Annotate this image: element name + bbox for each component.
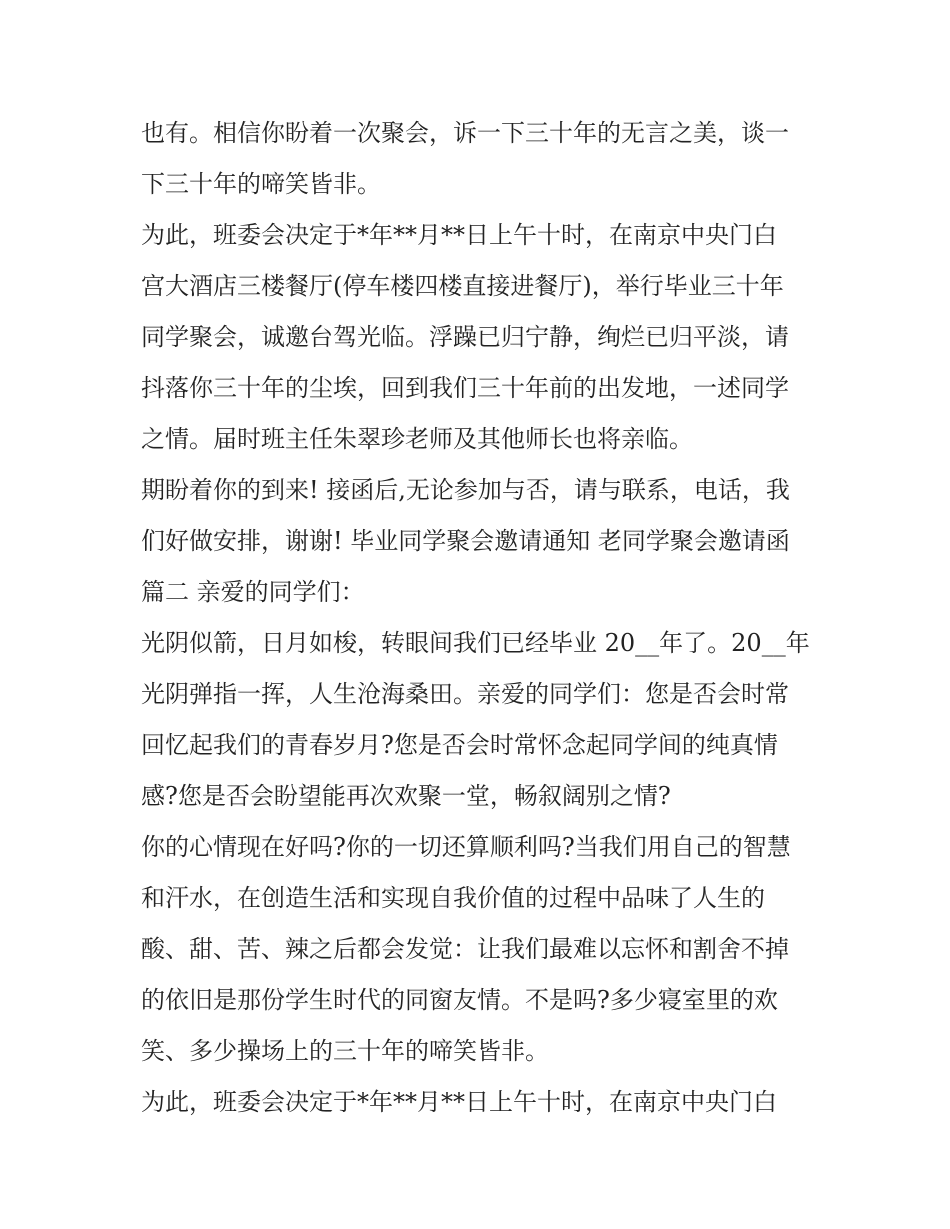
text-line: 下三十年的啼笑皆非。 bbox=[141, 170, 381, 198]
text-line: 也有。相信你盼着一次聚会，诉一下三十年的无言之美，谈一 bbox=[141, 119, 789, 147]
text-line: 宫大酒店三楼餐厅(停车楼四楼直接进餐厅)，举行毕业三十年 bbox=[141, 272, 784, 300]
text-line: 笑、多少操场上的三十年的啼笑皆非。 bbox=[141, 1037, 549, 1065]
text-line: 回忆起我们的青春岁月?您是否会时常怀念起同学间的纯真情 bbox=[141, 731, 778, 759]
document-body bbox=[141, 108, 813, 1128]
text-line: 为此，班委会决定于*年**月**日上午十时，在南京中央门白 bbox=[141, 221, 777, 249]
text-line: 们好做安排，谢谢! 毕业同学聚会邀请通知 老同学聚会邀请函 bbox=[141, 527, 790, 555]
text-line: 同学聚会，诚邀台驾光临。浮躁已归宁静，绚烂已归平淡，请 bbox=[141, 323, 789, 351]
text-line: 酸、甜、苦、辣之后都会发觉：让我们最难以忘怀和割舍不掉 bbox=[141, 935, 789, 963]
text-line: 之情。届时班主任朱翠珍老师及其他师长也将亲临。 bbox=[141, 425, 693, 453]
text-line: 和汗水，在创造生活和实现自我价值的过程中品味了人生的 bbox=[141, 884, 765, 912]
text-line: 感?您是否会盼望能再次欢聚一堂，畅叙阔别之情? bbox=[141, 782, 671, 810]
text-line: 光阴弹指一挥，人生沧海桑田。亲爱的同学们：您是否会时常 bbox=[141, 680, 789, 708]
text-line: 光阴似箭，日月如梭，转眼间我们已经毕业 20__年了。20__年 bbox=[141, 629, 810, 657]
text-line: 抖落你三十年的尘埃，回到我们三十年前的出发地，一述同学 bbox=[141, 374, 789, 402]
text-line: 篇二 亲爱的同学们： bbox=[141, 578, 365, 606]
text-line: 为此，班委会决定于*年**月**日上午十时，在南京中央门白 bbox=[141, 1088, 777, 1116]
text-line: 的依旧是那份学生时代的同窗友情。不是吗?多少寝室里的欢 bbox=[141, 986, 778, 1014]
text-line: 期盼着你的到来! 接函后,无论参加与否，请与联系，电话，我 bbox=[141, 476, 790, 504]
text-line: 你的心情现在好吗?你的一切还算顺利吗?当我们用自己的智慧 bbox=[141, 833, 791, 861]
